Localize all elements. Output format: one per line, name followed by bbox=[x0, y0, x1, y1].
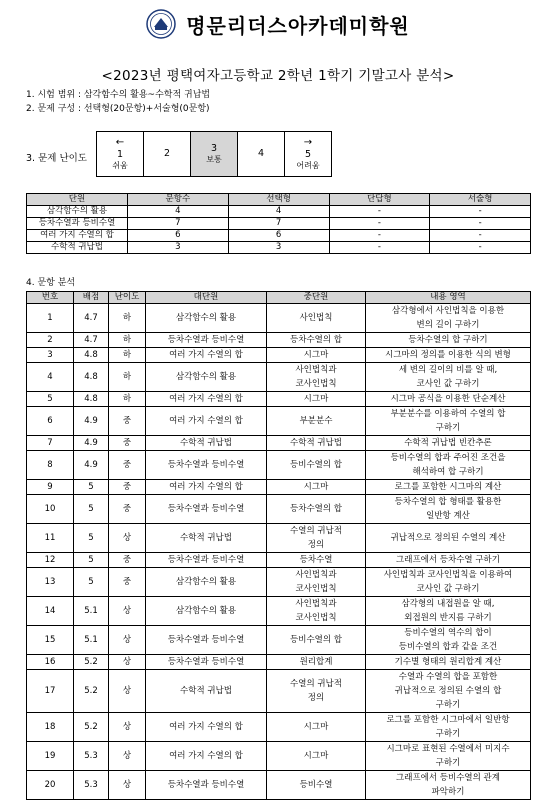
table-row bbox=[27, 218, 531, 230]
table-cell: 수학적 귀납법 bbox=[267, 436, 366, 451]
table-header-row bbox=[27, 292, 531, 304]
table-cell: 5.3 bbox=[74, 771, 109, 800]
table-cell: 시그마 bbox=[267, 348, 366, 363]
table-cell: 상 bbox=[109, 771, 146, 800]
table-cell: 중 bbox=[109, 480, 146, 495]
table-cell: 등차수열과 등비수열 bbox=[146, 553, 267, 568]
table-row bbox=[27, 230, 531, 242]
table-cell: 귀납적으로 정의된 수열의 계산 bbox=[366, 524, 531, 553]
table-cell: 시그마의 정의를 이용한 식의 변형 bbox=[366, 348, 531, 363]
table-row bbox=[27, 597, 531, 626]
column-header: 선택형 bbox=[228, 194, 329, 206]
table-cell: 수열과 수열의 합을 포함한 귀납적으로 정의된 수열의 합 구하기 bbox=[366, 670, 531, 713]
exam-scope: 1. 시험 범위 : 삼각함수의 활용~수학적 귀납법 bbox=[26, 90, 211, 100]
table-cell: 삼각함수의 활용 bbox=[27, 206, 128, 218]
table-cell: 하 bbox=[109, 304, 146, 333]
table-cell: 시그마 bbox=[267, 742, 366, 771]
table-cell: 등차수열의 합 bbox=[267, 333, 366, 348]
column-header: 내용 영역 bbox=[366, 292, 531, 304]
academy-emblem-icon bbox=[146, 9, 176, 39]
table-cell: 원리합계 bbox=[267, 655, 366, 670]
table-cell: - bbox=[329, 218, 430, 230]
table-cell: 하 bbox=[109, 333, 146, 348]
table-cell: 등비수열의 합 bbox=[267, 626, 366, 655]
table-cell: 5.2 bbox=[74, 713, 109, 742]
table-cell: 5 bbox=[74, 524, 109, 553]
difficulty-level-3-selected: 3 보통 bbox=[191, 132, 238, 177]
table-cell: 등차수열과 등비수열 bbox=[146, 626, 267, 655]
table-row bbox=[27, 363, 531, 392]
table-cell: 상 bbox=[109, 626, 146, 655]
table-cell: 4.9 bbox=[74, 451, 109, 480]
table-cell: 상 bbox=[109, 742, 146, 771]
table-cell: 삼각함수의 활용 bbox=[146, 363, 267, 392]
table-cell: 5 bbox=[74, 553, 109, 568]
table-cell: 3 bbox=[27, 348, 74, 363]
table-cell: 16 bbox=[27, 655, 74, 670]
table-cell: 12 bbox=[27, 553, 74, 568]
question-composition: 2. 문제 구성 : 선택형(20문항)+서술형(0문항) bbox=[26, 104, 210, 114]
table-cell: 5 bbox=[74, 568, 109, 597]
table-cell: 6 bbox=[228, 230, 329, 242]
table-row bbox=[27, 670, 531, 713]
table-cell: 기수별 형태의 원리합계 계산 bbox=[366, 655, 531, 670]
table-cell: 5.2 bbox=[74, 655, 109, 670]
table-cell: 등차수열과 등비수열 bbox=[146, 333, 267, 348]
table-cell: 등차수열의 합 형태를 활용한 일반항 계산 bbox=[366, 495, 531, 524]
table-cell: 4 bbox=[27, 363, 74, 392]
table-cell: 사인법칙과 코사인법칙 bbox=[267, 597, 366, 626]
table-cell: 여러 가지 수열의 합 bbox=[146, 742, 267, 771]
table-cell: 등비수열의 합과 주어진 조건을 해석하여 합 구하기 bbox=[366, 451, 531, 480]
difficulty-level-1: ← 1 쉬움 bbox=[97, 132, 144, 177]
right-arrow-icon: → bbox=[303, 137, 313, 149]
table-row bbox=[27, 568, 531, 597]
table-cell: 중 bbox=[109, 407, 146, 436]
table-cell: 시그마로 표현된 수열에서 미지수 구하기 bbox=[366, 742, 531, 771]
table-cell: - bbox=[430, 242, 531, 254]
table-row bbox=[27, 524, 531, 553]
unit-summary-table bbox=[26, 193, 531, 254]
table-cell: 등비수열 bbox=[267, 771, 366, 800]
table-cell: 2 bbox=[27, 333, 74, 348]
table-row bbox=[27, 626, 531, 655]
table-row bbox=[27, 333, 531, 348]
table-cell: 등차수열의 합 bbox=[267, 495, 366, 524]
table-cell: 중 bbox=[109, 451, 146, 480]
table-cell: - bbox=[430, 218, 531, 230]
table-cell: 수열의 귀납적 정의 bbox=[267, 670, 366, 713]
table-row bbox=[27, 392, 531, 407]
table-cell: 세 변의 길이의 비를 알 때, 코사인 값 구하기 bbox=[366, 363, 531, 392]
column-header: 배점 bbox=[74, 292, 109, 304]
table-cell: 로그를 포함한 시그마에서 일반항 구하기 bbox=[366, 713, 531, 742]
table-cell: 20 bbox=[27, 771, 74, 800]
table-cell: 4.9 bbox=[74, 436, 109, 451]
table-cell: 여러 가지 수열의 합 bbox=[146, 348, 267, 363]
column-header: 대단원 bbox=[146, 292, 267, 304]
table-cell: 상 bbox=[109, 524, 146, 553]
table-cell: 14 bbox=[27, 597, 74, 626]
table-cell: 5.2 bbox=[74, 670, 109, 713]
page-header bbox=[0, 6, 556, 42]
table-cell: 5 bbox=[74, 480, 109, 495]
table-cell: 상 bbox=[109, 670, 146, 713]
page-title: <2023년 평택여자고등학교 2학년 1학기 기말고사 분석> bbox=[101, 68, 455, 84]
table-row bbox=[27, 407, 531, 436]
table-cell: 등차수열과 등비수열 bbox=[146, 451, 267, 480]
column-header: 단원 bbox=[27, 194, 128, 206]
table-row bbox=[27, 451, 531, 480]
column-header: 중단원 bbox=[267, 292, 366, 304]
table-cell: 6 bbox=[128, 230, 229, 242]
table-cell: 여러 가지 수열의 합 bbox=[146, 713, 267, 742]
table-cell: 7 bbox=[128, 218, 229, 230]
table-cell: 중 bbox=[109, 436, 146, 451]
table-row bbox=[27, 713, 531, 742]
table-cell: 등차수열 bbox=[267, 553, 366, 568]
table-cell: 4.7 bbox=[74, 304, 109, 333]
table-cell: 중 bbox=[109, 568, 146, 597]
table-cell: 4.8 bbox=[74, 363, 109, 392]
table-cell: 여러 가지 수열의 합 bbox=[146, 480, 267, 495]
table-cell: - bbox=[329, 242, 430, 254]
table-cell: 5.1 bbox=[74, 626, 109, 655]
table-cell: 15 bbox=[27, 626, 74, 655]
table-row bbox=[27, 480, 531, 495]
table-cell: 4.9 bbox=[74, 407, 109, 436]
difficulty-scale bbox=[96, 131, 332, 177]
table-cell: 5 bbox=[74, 495, 109, 524]
table-cell: 17 bbox=[27, 670, 74, 713]
table-cell: 사인법칙과 코사인법칙 bbox=[267, 568, 366, 597]
table-cell: 5.1 bbox=[74, 597, 109, 626]
table-header-row bbox=[27, 194, 531, 206]
table-cell: - bbox=[329, 230, 430, 242]
table-row bbox=[27, 771, 531, 800]
table-cell: 로그를 포함한 시그마의 계산 bbox=[366, 480, 531, 495]
table-cell: 상 bbox=[109, 713, 146, 742]
table-cell: 시그마 bbox=[267, 713, 366, 742]
table-cell: 하 bbox=[109, 348, 146, 363]
table-cell: 상 bbox=[109, 655, 146, 670]
column-header: 서술형 bbox=[430, 194, 531, 206]
table-cell: 삼각형의 내접원을 알 때, 외접원의 반지름 구하기 bbox=[366, 597, 531, 626]
table-cell: 등차수열과 등비수열 bbox=[27, 218, 128, 230]
table-cell: 9 bbox=[27, 480, 74, 495]
table-cell: 8 bbox=[27, 451, 74, 480]
table-cell: 수학적 귀납법 bbox=[146, 524, 267, 553]
difficulty-level-5: → 5 어려움 bbox=[285, 132, 332, 177]
table-row bbox=[27, 348, 531, 363]
table-cell: 사인법칙 bbox=[267, 304, 366, 333]
table-cell: 수학적 귀납법 bbox=[146, 670, 267, 713]
table-row bbox=[27, 742, 531, 771]
column-header: 문항수 bbox=[128, 194, 229, 206]
table-cell: 여러 가지 수열의 합 bbox=[146, 392, 267, 407]
table-cell: 수학적 귀납법 bbox=[146, 436, 267, 451]
analysis-label: 4. 문항 분석 bbox=[26, 278, 76, 288]
table-cell: 시그마 bbox=[267, 480, 366, 495]
table-cell: 수학적 귀납법 빈칸추론 bbox=[366, 436, 531, 451]
table-cell: 4 bbox=[228, 206, 329, 218]
column-header: 난이도 bbox=[109, 292, 146, 304]
table-cell: - bbox=[430, 230, 531, 242]
table-cell: 부분분수 bbox=[267, 407, 366, 436]
table-cell: 3 bbox=[128, 242, 229, 254]
table-cell: - bbox=[329, 206, 430, 218]
table-cell: 삼각함수의 활용 bbox=[146, 597, 267, 626]
table-cell: 4 bbox=[128, 206, 229, 218]
table-cell: 10 bbox=[27, 495, 74, 524]
table-cell: - bbox=[430, 206, 531, 218]
table-cell: 상 bbox=[109, 597, 146, 626]
table-cell: 수열의 귀납적 정의 bbox=[267, 524, 366, 553]
table-cell: 하 bbox=[109, 392, 146, 407]
table-cell: 등차수열과 등비수열 bbox=[146, 771, 267, 800]
table-cell: 중 bbox=[109, 495, 146, 524]
table-cell: 부분분수를 이용하여 수열의 합 구하기 bbox=[366, 407, 531, 436]
table-row bbox=[27, 553, 531, 568]
table-cell: 4.8 bbox=[74, 392, 109, 407]
table-row bbox=[27, 436, 531, 451]
column-header: 단답형 bbox=[329, 194, 430, 206]
table-cell: 삼각형에서 사인법칙을 이용한 변의 길이 구하기 bbox=[366, 304, 531, 333]
table-cell: 등차수열과 등비수열 bbox=[146, 655, 267, 670]
table-cell: 시그마 bbox=[267, 392, 366, 407]
table-cell: 삼각함수의 활용 bbox=[146, 304, 267, 333]
table-cell: 사인법칙과 코사인법칙을 이용하여 코사인 값 구하기 bbox=[366, 568, 531, 597]
difficulty-label: 3. 문제 난이도 bbox=[26, 153, 87, 164]
table-cell: 등차수열과 등비수열 bbox=[146, 495, 267, 524]
table-row bbox=[27, 655, 531, 670]
difficulty-level-4: 4 bbox=[238, 132, 285, 177]
table-cell: 5.3 bbox=[74, 742, 109, 771]
table-cell: 등비수열의 합 bbox=[267, 451, 366, 480]
table-cell: 3 bbox=[228, 242, 329, 254]
question-analysis-table bbox=[26, 291, 531, 800]
table-cell: 수학적 귀납법 bbox=[27, 242, 128, 254]
table-cell: 그래프에서 등비수열의 관계 파악하기 bbox=[366, 771, 531, 800]
table-cell: 4.7 bbox=[74, 333, 109, 348]
table-row bbox=[27, 304, 531, 333]
table-cell: 4.8 bbox=[74, 348, 109, 363]
table-cell: 하 bbox=[109, 363, 146, 392]
table-cell: 삼각함수의 활용 bbox=[146, 568, 267, 597]
academy-name: 명문리더스아카데미학원 bbox=[186, 13, 410, 38]
table-cell: 그래프에서 등차수열 구하기 bbox=[366, 553, 531, 568]
table-row bbox=[27, 242, 531, 254]
table-cell: 6 bbox=[27, 407, 74, 436]
table-cell: 1 bbox=[27, 304, 74, 333]
table-cell: 여러 가지 수열의 합 bbox=[27, 230, 128, 242]
left-arrow-icon: ← bbox=[115, 137, 125, 149]
table-row bbox=[27, 206, 531, 218]
table-cell: 18 bbox=[27, 713, 74, 742]
column-header: 번호 bbox=[27, 292, 74, 304]
table-cell: 19 bbox=[27, 742, 74, 771]
table-cell: 등차수열의 합 구하기 bbox=[366, 333, 531, 348]
table-cell: 등비수열의 역수의 합이 등비수열의 합과 같을 조건 bbox=[366, 626, 531, 655]
difficulty-level-2: 2 bbox=[144, 132, 191, 177]
table-row bbox=[27, 495, 531, 524]
table-cell: 5 bbox=[27, 392, 74, 407]
table-cell: 중 bbox=[109, 553, 146, 568]
table-cell: 7 bbox=[228, 218, 329, 230]
table-cell: 사인법칙과 코사인법칙 bbox=[267, 363, 366, 392]
table-cell: 시그마 공식을 이용한 단순계산 bbox=[366, 392, 531, 407]
table-cell: 7 bbox=[27, 436, 74, 451]
table-cell: 13 bbox=[27, 568, 74, 597]
table-cell: 여러 가지 수열의 합 bbox=[146, 407, 267, 436]
table-cell: 11 bbox=[27, 524, 74, 553]
